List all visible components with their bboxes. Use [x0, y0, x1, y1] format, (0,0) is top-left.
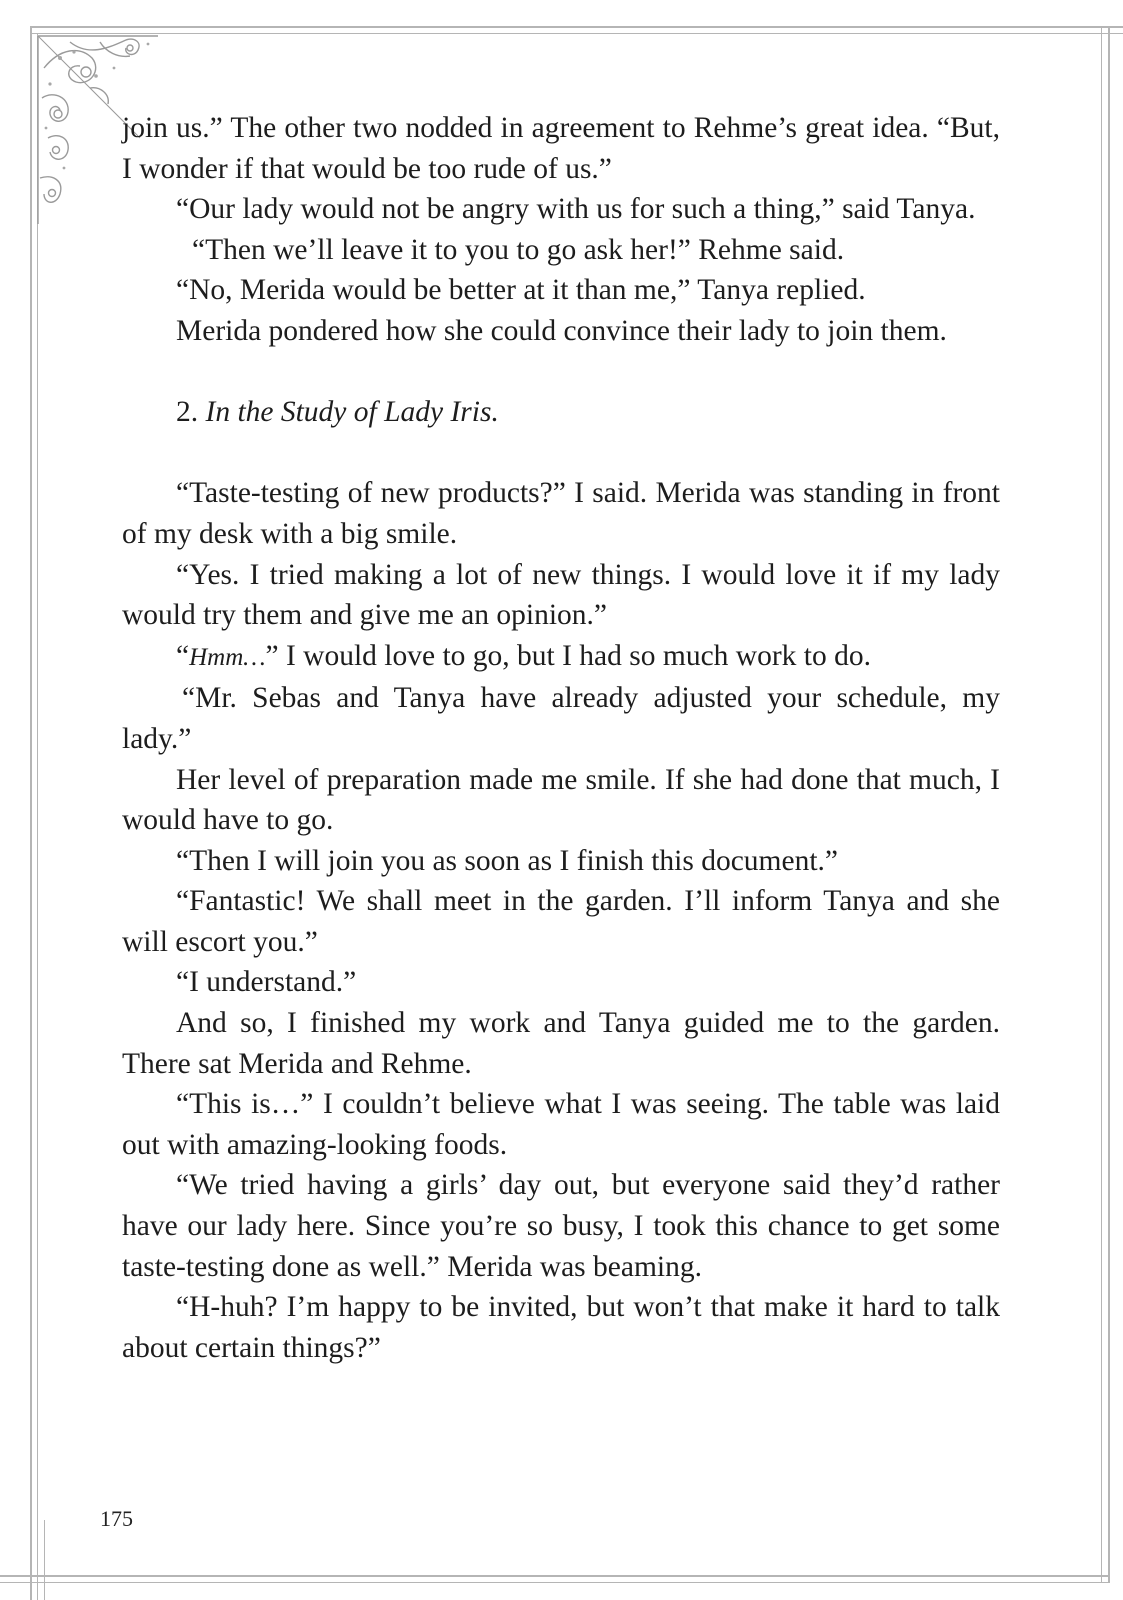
section-title: In the Study of Lady Iris.	[205, 396, 499, 429]
paragraph: Merida pondered how she could convince their lady to join them.	[176, 314, 947, 347]
frame-top-inner	[30, 33, 1123, 34]
paragraph: “No, Merida would be better at it than me,” Tanya replied.	[176, 274, 866, 307]
paragraph: “This is…” I couldn’t believe what I was seeing. The table was laid out with amazing-looking foods.	[122, 1088, 1000, 1161]
paragraph: “We tried having a girls’ day out, but everyone said they’d rather have our lady here. Since you’re so busy, I took this chance to get some taste-testing done as well.” Merida was beaming.	[122, 1169, 1000, 1283]
section-heading	[122, 392, 1000, 433]
paragraph	[122, 636, 1000, 679]
paragraph: Her level of preparation made me smile. If she had done that much, I would have to go.	[122, 763, 1000, 837]
frame-left-rail-a	[44, 1520, 45, 1600]
paragraph: “H-huh? I’m happy to be invited, but won’t that make it hard to talk about certain things?”	[122, 1291, 1000, 1364]
section-number: 2.	[176, 396, 199, 429]
paragraph: “Yes. I tried making a lot of new things. I would love it if my lady would try them and give me an opinion.”	[122, 558, 1000, 632]
frame-right-outer	[1108, 26, 1110, 1582]
frame-right-inner	[1101, 26, 1102, 1582]
paragraph: “Taste-testing of new products?” I said. Merida was standing in front of my desk with a big smile.	[122, 477, 1000, 550]
frame-left-outer	[30, 26, 32, 1600]
paragraph: “Then we’ll leave it to you to go ask her!” Rehme said.	[192, 233, 845, 266]
paragraph: join us.” The other two nodded in agreement to Rehme’s great idea. “But, I wonder if that would be too rude of us.”	[122, 112, 1000, 185]
paragraph: “Our lady would not be angry with us for such a thing,” said Tanya.	[176, 193, 976, 226]
frame-bottom-outer	[0, 1575, 1110, 1577]
frame-left-inner	[37, 33, 38, 1600]
page-number: 175	[100, 1506, 133, 1531]
open-quote: “	[176, 639, 190, 672]
page-text	[122, 108, 1000, 1368]
paragraph: “Fantastic! We shall meet in the garden. I’ll inform Tanya and she will escort you.”	[122, 885, 1000, 958]
italic-interjection: Hmm…	[189, 643, 266, 671]
paragraph: “Then I will join you as soon as I finish this document.”	[176, 844, 839, 877]
frame-top-outer	[30, 26, 1123, 28]
paragraph: “Mr. Sebas and Tanya have already adjusted your schedule, my lady.”	[122, 682, 1000, 755]
paragraph-rest: ” I would love to go, but I had so much work to do.	[265, 639, 871, 672]
frame-bottom-inner	[0, 1582, 1110, 1583]
paragraph: And so, I finished my work and Tanya guided me to the garden. There sat Merida and Rehme.	[122, 1007, 1000, 1080]
paragraph: “I understand.”	[176, 966, 357, 999]
